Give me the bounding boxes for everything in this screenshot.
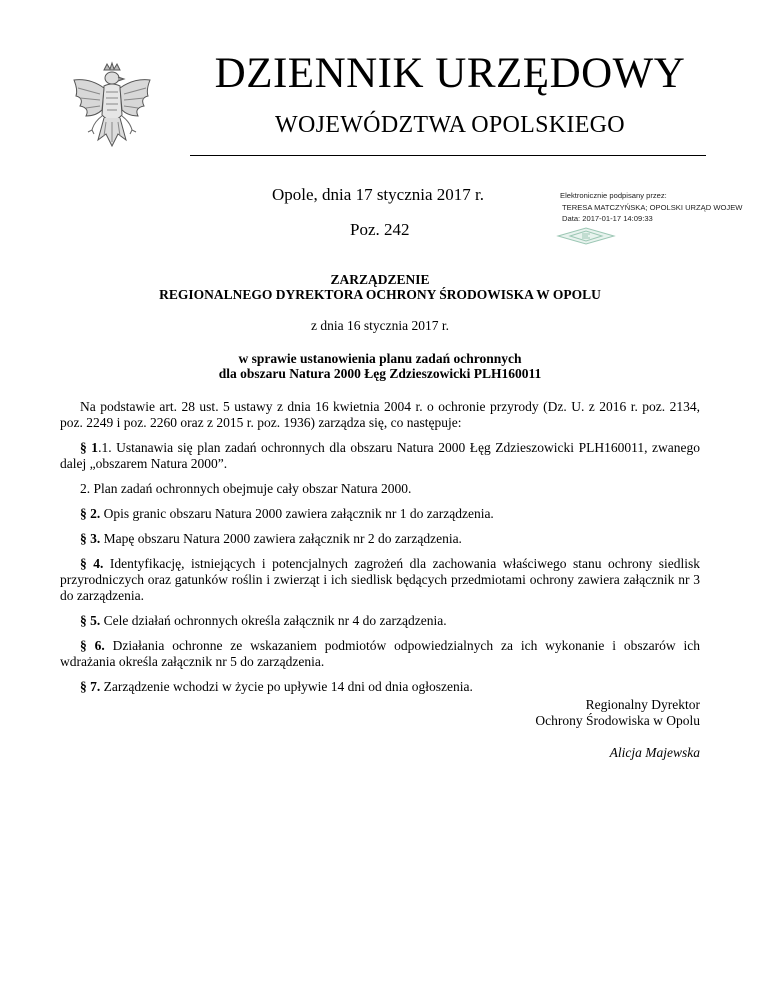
signer-name: Alicja Majewska — [609, 745, 700, 760]
signature-line-1: Elektronicznie podpisany przez: — [560, 191, 667, 200]
gazette-subtitle: WOJEWÓDZTWA OPOLSKIEGO — [275, 112, 625, 138]
paragraph-1 — [60, 440, 700, 472]
paragraph-text: Identyfikację, istniejących i potencjalnych zagrożeń dla zachowania właściwego stanu ochrony siedlisk przyrodniczych oraz gatunków roślin i zwierząt i ich siedlisk będących przedmiotami ochrony zawiera załącznik nr 3 do zarządzenia. — [60, 556, 700, 603]
paragraph-number: § 2. — [80, 506, 101, 521]
gazette-title: DZIENNIK URZĘDOWY — [214, 50, 686, 97]
signer-title-1: Regionalny Dyrektor — [585, 697, 700, 712]
document-type: ZARZĄDZENIE — [330, 272, 430, 287]
paragraph-3 — [60, 531, 700, 547]
paragraph-number: § 5. — [80, 613, 101, 628]
header-divider — [190, 155, 706, 156]
place-date: Opole, dnia 17 stycznia 2017 r. — [272, 185, 484, 204]
paragraph-2 — [60, 506, 700, 522]
signature-line-2: TERESA MATCZYŃSKA; OPOLSKI URZĄD WOJEW — [562, 202, 743, 212]
paragraph-text: .1. Ustanawia się plan zadań ochronnych dla obszaru Natura 2000 Łęg Zdzieszowicki PLH160011, zwanego dalej „obszarem Natura 2000”. — [60, 440, 700, 471]
paragraph-number: § 7. — [80, 679, 101, 694]
paragraph-5 — [60, 613, 700, 629]
paragraph-number: § 1 — [80, 440, 99, 455]
subject-line-1: w sprawie ustanowienia planu zadań ochronnych — [238, 351, 522, 366]
eagle-emblem-icon — [62, 60, 162, 160]
paragraph-text: Zarządzenie wchodzi w życie po upływie 14 dni od dnia ogłoszenia. — [100, 679, 473, 694]
signature-info — [560, 190, 742, 225]
signature-line-3: Data: 2017-01-17 14:09:33 — [562, 214, 653, 223]
paragraph-text: Mapę obszaru Natura 2000 zawiera załącznik nr 2 do zarządzenia. — [100, 531, 462, 546]
signature-logo-icon — [556, 226, 616, 246]
subject-line-2: dla obszaru Natura 2000 Łęg Zdzieszowicki PLH160011 — [218, 366, 542, 381]
paragraph-number: § 6. — [80, 638, 105, 653]
paragraph-4 — [60, 556, 700, 604]
preamble: Na podstawie art. 28 ust. 5 ustawy z dnia 16 kwietnia 2004 r. o ochronie przyrody (Dz. U. z 2016 r. poz. 2134, poz. 2249 i poz. 2260 oraz z 2015 r. poz. 1936) zarządza się, co następuje: — [60, 399, 700, 430]
paragraph-number: § 3. — [80, 531, 101, 546]
paragraph-6 — [60, 638, 700, 670]
issuing-authority: REGIONALNEGO DYREKTORA OCHRONY ŚRODOWISKA W OPOLU — [159, 287, 601, 302]
position-number: Poz. 242 — [350, 220, 410, 239]
signer-title-2: Ochrony Środowiska w Opolu — [535, 713, 700, 728]
paragraph-text: 2. Plan zadań ochronnych obejmuje cały obszar Natura 2000. — [80, 481, 412, 496]
document-date: z dnia 16 stycznia 2017 r. — [311, 318, 449, 333]
document-body — [60, 399, 700, 704]
paragraph-7 — [60, 679, 700, 695]
paragraph-number: § 4. — [80, 556, 104, 571]
paragraph-text: Cele działań ochronnych określa załącznik nr 4 do zarządzenia. — [100, 613, 447, 628]
paragraph-text: Opis granic obszaru Natura 2000 zawiera załącznik nr 1 do zarządzenia. — [100, 506, 494, 521]
paragraph-text: Działania ochronne ze wskazaniem podmiotów odpowiedzialnych za ich wykonanie i obszarów ich wdrażania określa załącznik nr 5 do zarządzenia. — [60, 638, 701, 669]
paragraph-1-2 — [60, 481, 700, 497]
signer-block — [400, 697, 700, 761]
